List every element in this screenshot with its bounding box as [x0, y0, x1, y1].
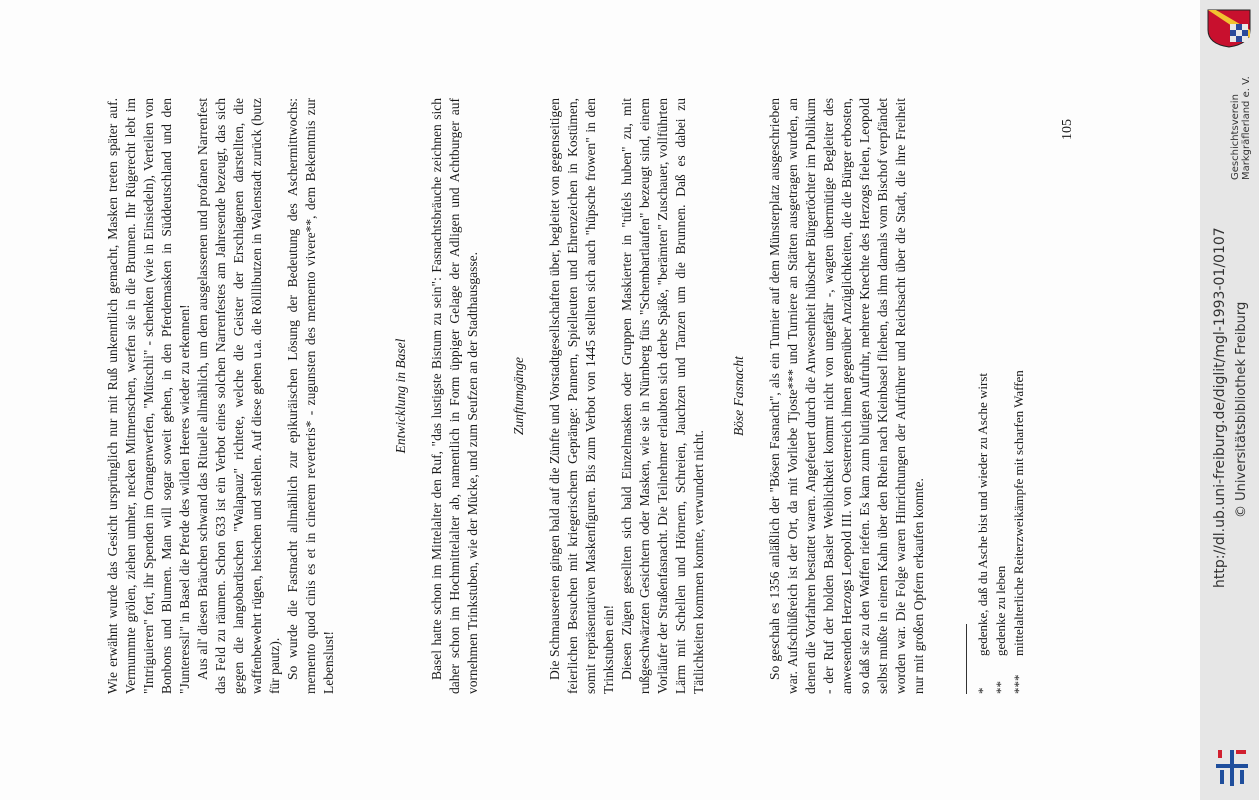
footnote-text: gedenke, daß du Asche bist und wieder zu Asche wirst [975, 372, 990, 656]
footnote-mark: * [975, 687, 990, 694]
footnote [974, 98, 992, 694]
coat-of-arms-icon [1206, 8, 1252, 48]
footnote-text: gedenke zu leben [993, 565, 1008, 656]
permalink-url[interactable]: http://dl.ub.uni-freiburg.de/diglit/mgl-1993-01/0107 [1212, 227, 1228, 588]
viewer-sidebar [1200, 0, 1259, 800]
footnote-divider [966, 624, 967, 694]
society-name-line1: Geschichtsverein [1230, 94, 1241, 180]
paragraph: So wurde die Fastnacht allmählich zur epikuräischen Lösung der Bedeutung des Aschermittwochs: memento quod cinis es et in cinerem reverteris* - zugunsten des memento vivere**, dem Bekenntnis zur Lebenslust! [285, 98, 336, 694]
paragraph: Aus all' diesen Bräuchen schwand das Rituelle allmählich, um dem ausgelassenen und profanen Narrenfest das Feld zu räumen. Schon 633 ist ein Verbot eines solchen Narrenfestes am Jahresende bezeugt, das sich gegen die langobardischen "Walapauz" richtete, welche die Geister der Erschlagenen darstellten, die waffenbewehrt rügen, heischen und stehlen. Auf diese gehen u.a. die Rölllibutzen in Walenstadt zurück (butz für pautz). [195, 98, 282, 694]
sidebar-text-frame [1200, 0, 1259, 800]
paragraph: So geschah es 1356 anläßlich der "Bösen Fasnacht", als ein Turnier auf dem Münsterplatz ausgeschrieben war. Aufschlüßreich ist der Ort, da mit Vorliebe Tjoste*** und Turniere an Stätten ausgetragen wurden, an denen die Vorfahren bestattet waren. Angefeuert durch die Anwesenheit hübscher Bürgertöchter im Publikum - der Ruf der holden Basler Weiblichkeit kommt nicht von ungefähr -, wagten übermütige Begleiter des anwesenden Herzogs Leopold III. von Oesterreich ihnen gegenüber Anzüglichkeiten, die die Bürger erbosten, so daß sie zu den Waffen riefen. Es kam zum blutigen Aufruhr, mehrere Knechte des Herzogs fielen, Leopold selbst mußte in einem Kahn über den Rhein nach Kleinbasel fliehen, das ihm damals vom Bischof verpfändet worden war. Die Folge waren Hinrichtungen der Aufrührer und Reichsacht über die Stadt, die ihre Freiheit nur mit großen Opfern erkaufen konnte. [767, 98, 926, 694]
footnote-mark: ** [993, 681, 1008, 694]
ub-freiburg-logo-icon [1212, 748, 1252, 788]
paragraph: Wie erwähnt wurde das Gesicht ursprünglich nur mit Ruß unkenntlich gemacht, Masken treten später auf. Vermummte grölen, ziehen umher, necken Mitmenschen, werfen sie in die Brunnen. Ihr Rügerecht lebt im "Intriguieren" fort, ihr Spenden im Orangenwerfen, "Mütschli" - schenken (wie in Einsiedeln), Verteilen von Bonbons und Blumen. Man will sogar soweit gehen, in den Pferdemasken in Süddeutschland und den "Junteressli" in Basel die Pferde des wilden Heeres wieder zu erkennen! [105, 98, 192, 694]
paragraph: Basel hatte schon im Mittelalter den Ruf, "das lustigste Bistum zu sein": Fasnachtsbräuche zeichnen sich daher schon im Hochmittelalter ab, namentlich in Form üppiger Gelage der Adligen und Achtburger auf vornehmen Trinkstuben, wie der Mücke, und zum Seufzen an der Stadthausgasse. [429, 98, 480, 694]
paragraph: Diesen Zügen gesellten sich bald Einzelmasken oder Gruppen Maskierter in "tüfels huben" zu, mit rußgeschwärzten Gesichtern oder Masken, wie sie in Nürnberg fürs "Schembartlaufen" bezeugt sind, einem Vorläufer der Straßenfasnacht. Die Teilnehmer erlaubten sich derbe Späße, "berämten" Zuschauer, vollführten Lärm mit Schellen und Hörnern, Schreien, Jauchzen und Tanzen um die Brunnen. Daß es dabei zu Tätlichkeiten kommen konnte, verwundert nicht. [619, 98, 706, 694]
section-zunft [510, 98, 708, 694]
footnote-mark: *** [1011, 674, 1026, 694]
section-basel [392, 98, 482, 694]
paragraph: Die Schmausereien gingen bald auf die Zünfte und Vorstadtgesellschaften über, begleitet von gegenseitigen feierlichen Besuchen mit kriegerischem Gepränge: Pannern, Spielleuten und Ehrenzeichen in Kostümen, somit repräsentativen Maskenfiguren. Bis zum Verbot von 1445 stellten sich auch "hüpsche frowen" in den Trinkstuben ein! [547, 98, 616, 694]
column-top [104, 98, 338, 694]
heading-basel: Entwicklung in Basel [393, 338, 408, 454]
footnote-text: mittelalterliche Reiterzweikämpfe mit scharfen Waffen [1011, 370, 1026, 656]
section-boese [730, 98, 928, 694]
heading-zunft: Zunftumgänge [511, 357, 526, 436]
society-name [1230, 76, 1252, 180]
page-number: 105 [1060, 119, 1075, 140]
footnote [1010, 98, 1028, 694]
copyright-notice: © Universitätsbibliothek Freiburg [1234, 301, 1249, 518]
society-name-line2: Markgräflerland e. V. [1241, 76, 1252, 180]
footnote [992, 98, 1010, 694]
heading-boese: Böse Fasnacht [731, 356, 746, 436]
